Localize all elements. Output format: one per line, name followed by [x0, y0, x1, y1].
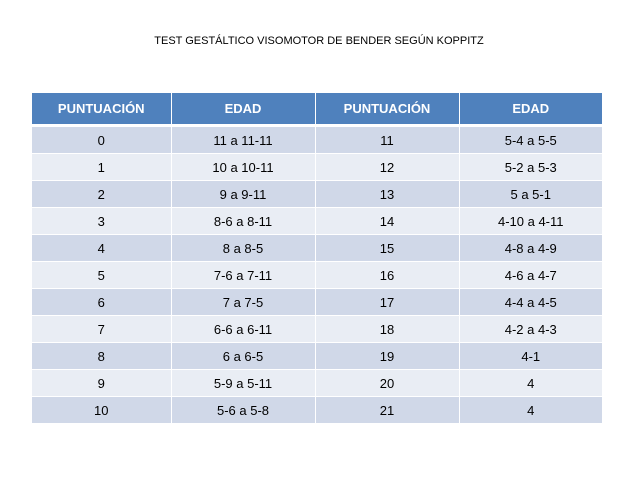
- score-cell: 4: [32, 235, 171, 262]
- age-cell: 4-8 a 4-9: [459, 235, 602, 262]
- column-header-edad: EDAD: [459, 93, 602, 126]
- age-cell: 4: [459, 370, 602, 397]
- table-row: [32, 208, 602, 235]
- score-cell: 8: [32, 343, 171, 370]
- age-cell: 4-10 a 4-11: [459, 208, 602, 235]
- score-cell: 3: [32, 208, 171, 235]
- header-row: [32, 93, 602, 126]
- score-cell: 21: [315, 397, 459, 424]
- score-cell: 17: [315, 289, 459, 316]
- score-cell: 19: [315, 343, 459, 370]
- score-cell: 0: [32, 126, 171, 154]
- score-cell: 1: [32, 154, 171, 181]
- score-cell: 16: [315, 262, 459, 289]
- age-cell: 10 a 10-11: [171, 154, 315, 181]
- score-cell: 2: [32, 181, 171, 208]
- table-row: [32, 343, 602, 370]
- score-cell: 10: [32, 397, 171, 424]
- age-cell: 4: [459, 397, 602, 424]
- age-cell: 4-1: [459, 343, 602, 370]
- table-row: [32, 126, 602, 154]
- age-cell: 8 a 8-5: [171, 235, 315, 262]
- age-cell: 9 a 9-11: [171, 181, 315, 208]
- score-cell: 15: [315, 235, 459, 262]
- score-cell: 13: [315, 181, 459, 208]
- table-row: [32, 181, 602, 208]
- score-cell: 5: [32, 262, 171, 289]
- score-cell: 12: [315, 154, 459, 181]
- score-cell: 18: [315, 316, 459, 343]
- score-table: [32, 93, 602, 424]
- table-row: [32, 154, 602, 181]
- table-row: [32, 316, 602, 343]
- age-cell: 7 a 7-5: [171, 289, 315, 316]
- table-row: [32, 235, 602, 262]
- score-cell: 20: [315, 370, 459, 397]
- column-header-edad: EDAD: [171, 93, 315, 126]
- age-cell: 4-4 a 4-5: [459, 289, 602, 316]
- age-cell: 5-9 a 5-11: [171, 370, 315, 397]
- age-cell: 6 a 6-5: [171, 343, 315, 370]
- score-cell: 7: [32, 316, 171, 343]
- score-cell: 6: [32, 289, 171, 316]
- score-cell: 9: [32, 370, 171, 397]
- age-cell: 5 a 5-1: [459, 181, 602, 208]
- age-cell: 11 a 11-11: [171, 126, 315, 154]
- table-row: [32, 262, 602, 289]
- age-cell: 8-6 a 8-11: [171, 208, 315, 235]
- age-cell: 6-6 a 6-11: [171, 316, 315, 343]
- age-cell: 4-6 a 4-7: [459, 262, 602, 289]
- column-header-puntuacion: PUNTUACIÓN: [32, 93, 171, 126]
- score-cell: 14: [315, 208, 459, 235]
- table-row: [32, 370, 602, 397]
- table-row: [32, 397, 602, 424]
- age-cell: 5-2 a 5-3: [459, 154, 602, 181]
- age-cell: 7-6 a 7-11: [171, 262, 315, 289]
- age-cell: 5-6 a 5-8: [171, 397, 315, 424]
- table-row: [32, 289, 602, 316]
- column-header-puntuacion: PUNTUACIÓN: [315, 93, 459, 126]
- age-cell: 4-2 a 4-3: [459, 316, 602, 343]
- score-cell: 11: [315, 126, 459, 154]
- age-cell: 5-4 a 5-5: [459, 126, 602, 154]
- page-title: TEST GESTÁLTICO VISOMOTOR DE BENDER SEGÚN KOPPITZ: [154, 35, 484, 47]
